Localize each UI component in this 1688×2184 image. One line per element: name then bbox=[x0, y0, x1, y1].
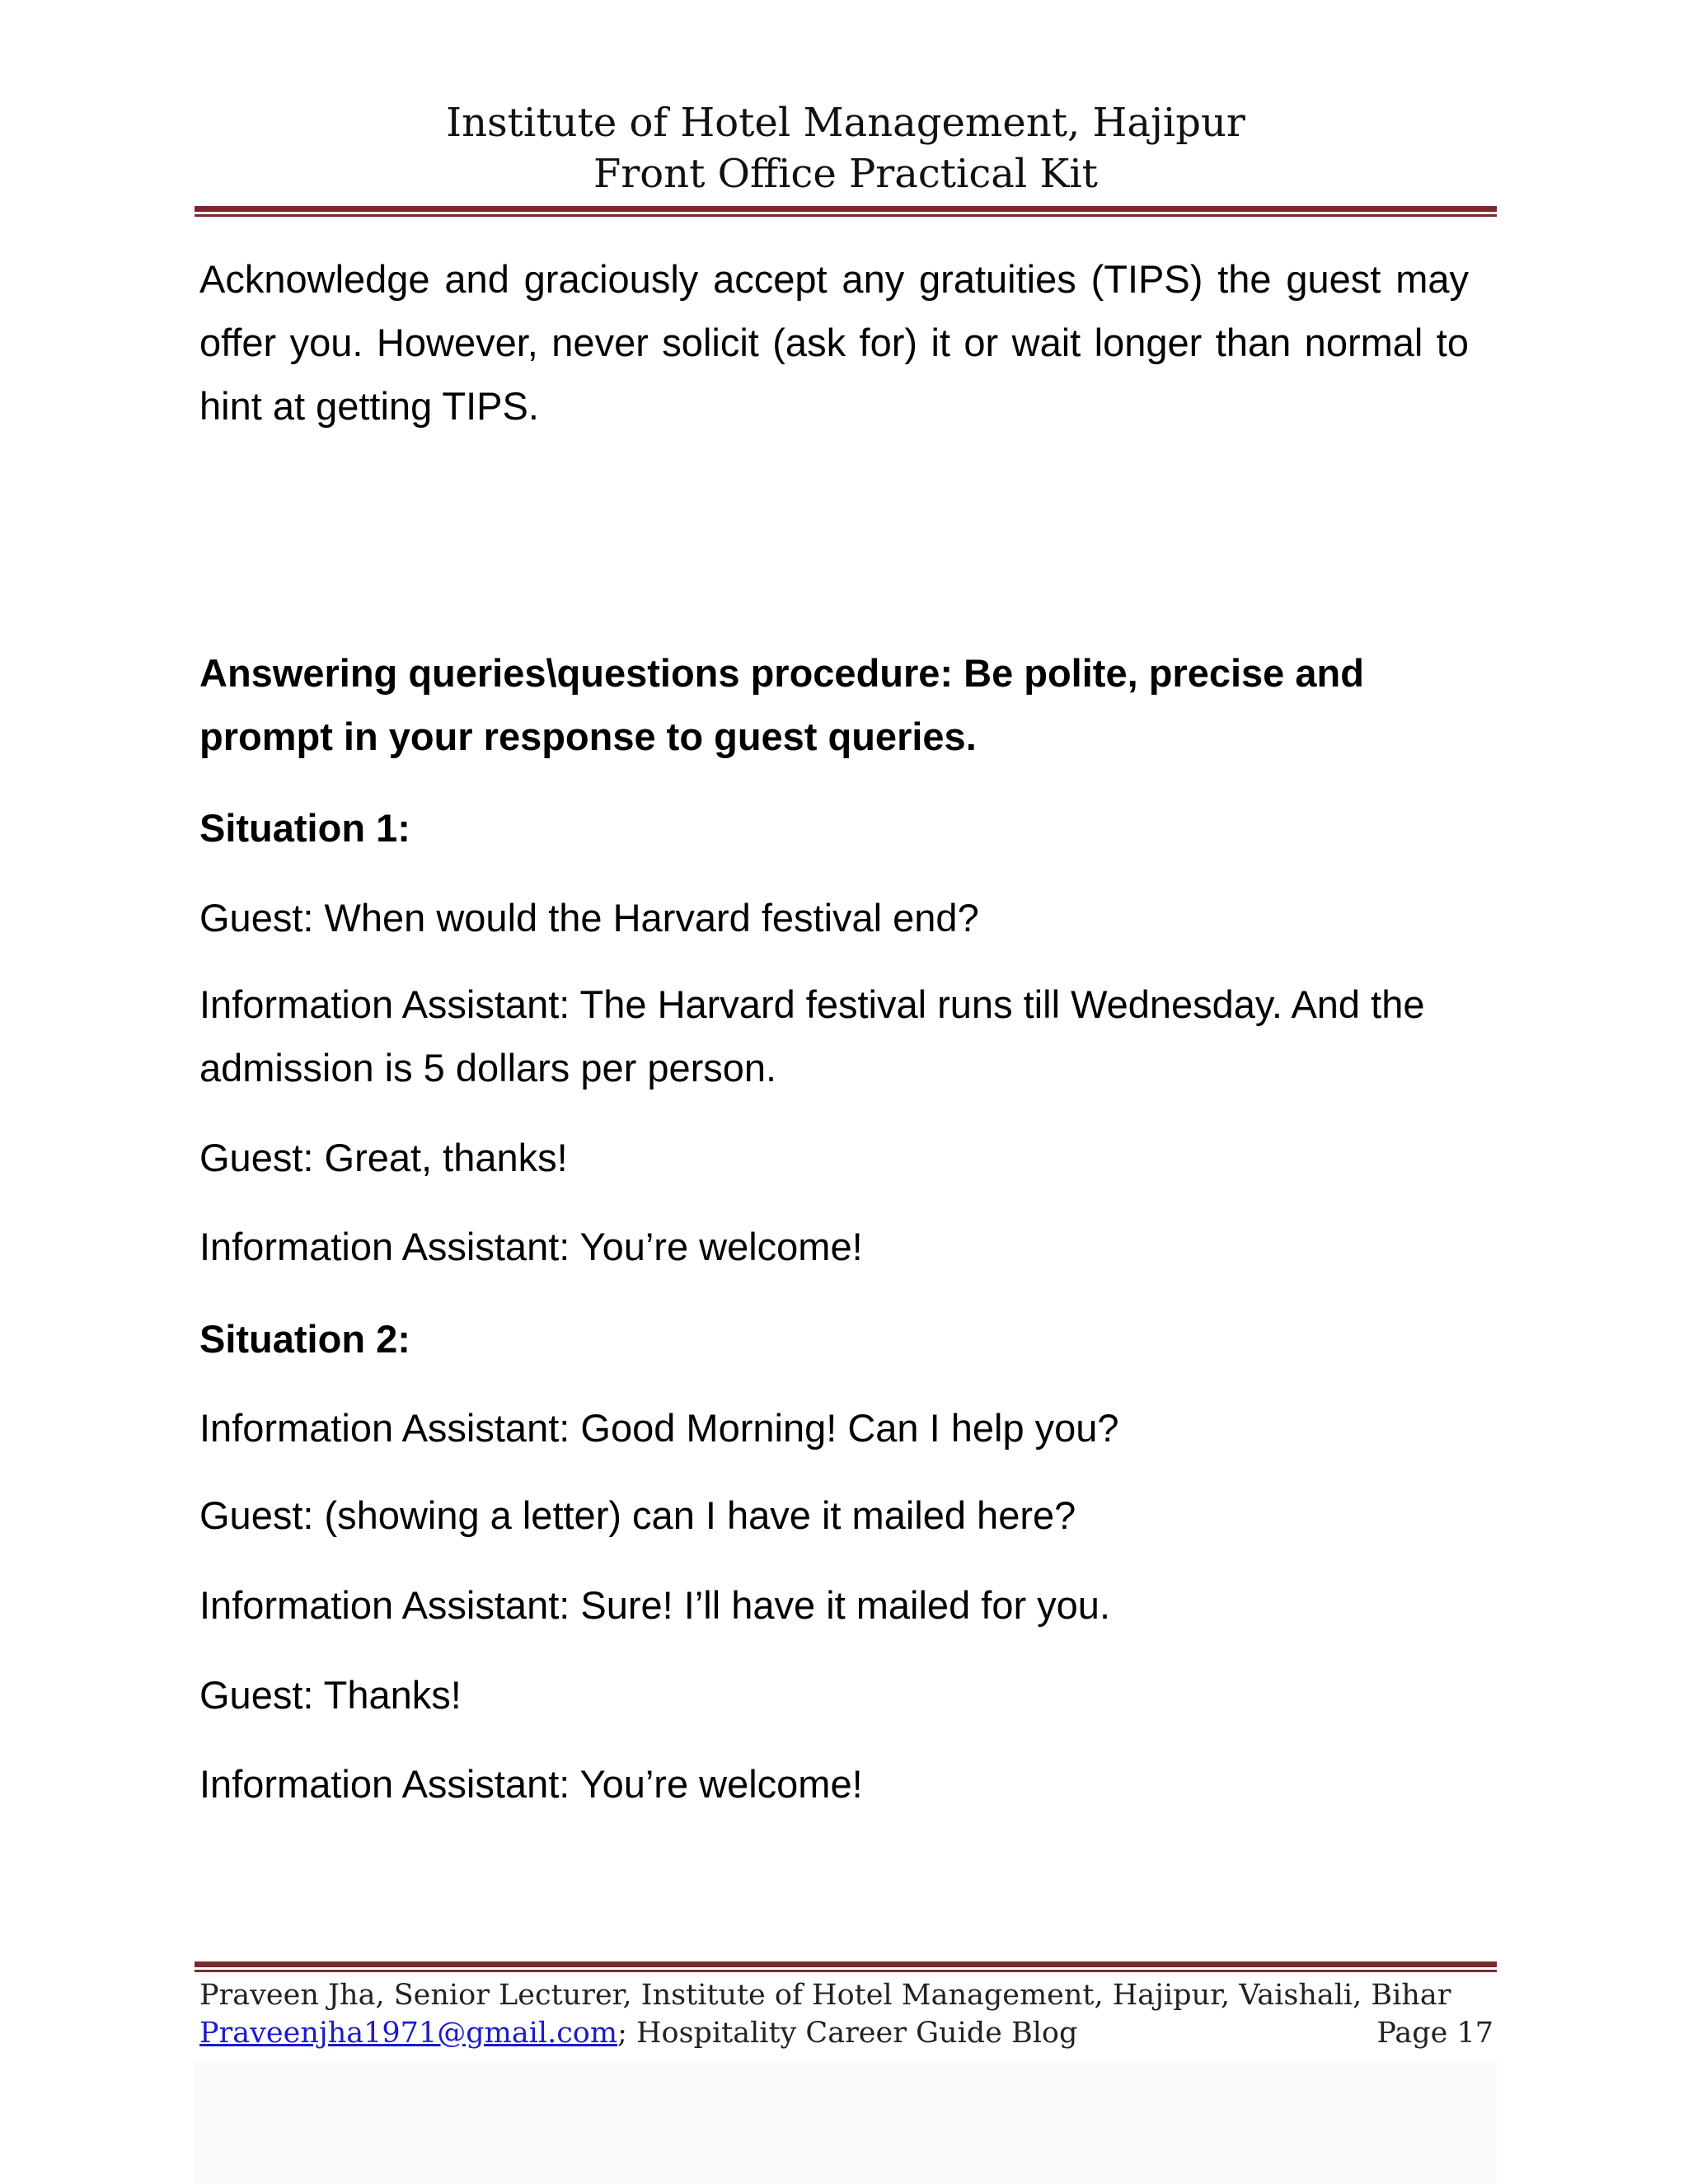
page-header bbox=[195, 97, 1497, 199]
situation-2-line: Guest: Thanks! bbox=[199, 1673, 462, 1717]
situation-1-line: Guest: Great, thanks! bbox=[199, 1136, 568, 1179]
situation-1-line: Information Assistant: You’re welcome! bbox=[199, 1225, 863, 1268]
situation-2-line: Information Assistant: You’re welcome! bbox=[199, 1762, 863, 1806]
header-subtitle: Front Office Practical Kit bbox=[593, 151, 1098, 197]
situation-2-line: Information Assistant: Good Morning! Can I help you? bbox=[199, 1406, 1119, 1450]
footer-author-line: Praveen Jha, Senior Lecturer, Institute of Hotel Management, Hajipur, Vaishali, Bihar bbox=[199, 1979, 1451, 2012]
situation-1-line: Information Assistant: The Harvard festival runs till Wednesday. And the admission is 5 dollars per person. bbox=[199, 982, 1425, 1090]
footer-divider bbox=[195, 1961, 1497, 1973]
tips-paragraph: Acknowledge and graciously accept any gratuities (TIPS) the guest may offer you. However, never solicit (ask for) it or wait longer than normal to hint at getting TIPS. bbox=[199, 257, 1469, 428]
header-institute: Institute of Hotel Management, Hajipur bbox=[446, 100, 1245, 146]
blog-text: ; Hospitality Career Guide Blog bbox=[617, 2017, 1078, 2050]
procedure-heading: Answering queries\questions procedure: Be polite, precise and prompt in your response to guest queries. bbox=[199, 651, 1364, 758]
footer-contact-line bbox=[199, 2014, 1493, 2052]
page-number: Page 17 bbox=[1376, 2017, 1493, 2050]
situation-1-title: Situation 1: bbox=[199, 806, 410, 850]
email-link[interactable]: Praveenjha1971@gmail.com bbox=[199, 2017, 618, 2050]
situation-1-line: Guest: When would the Harvard festival end? bbox=[199, 896, 979, 940]
header-divider bbox=[195, 206, 1497, 218]
situation-2-title: Situation 2: bbox=[199, 1317, 410, 1361]
footer-background bbox=[195, 2060, 1497, 2184]
situation-2-line: Guest: (showing a letter) can I have it mailed here? bbox=[199, 1493, 1076, 1537]
situation-2-line: Information Assistant: Sure! I’ll have it mailed for you. bbox=[199, 1583, 1111, 1627]
